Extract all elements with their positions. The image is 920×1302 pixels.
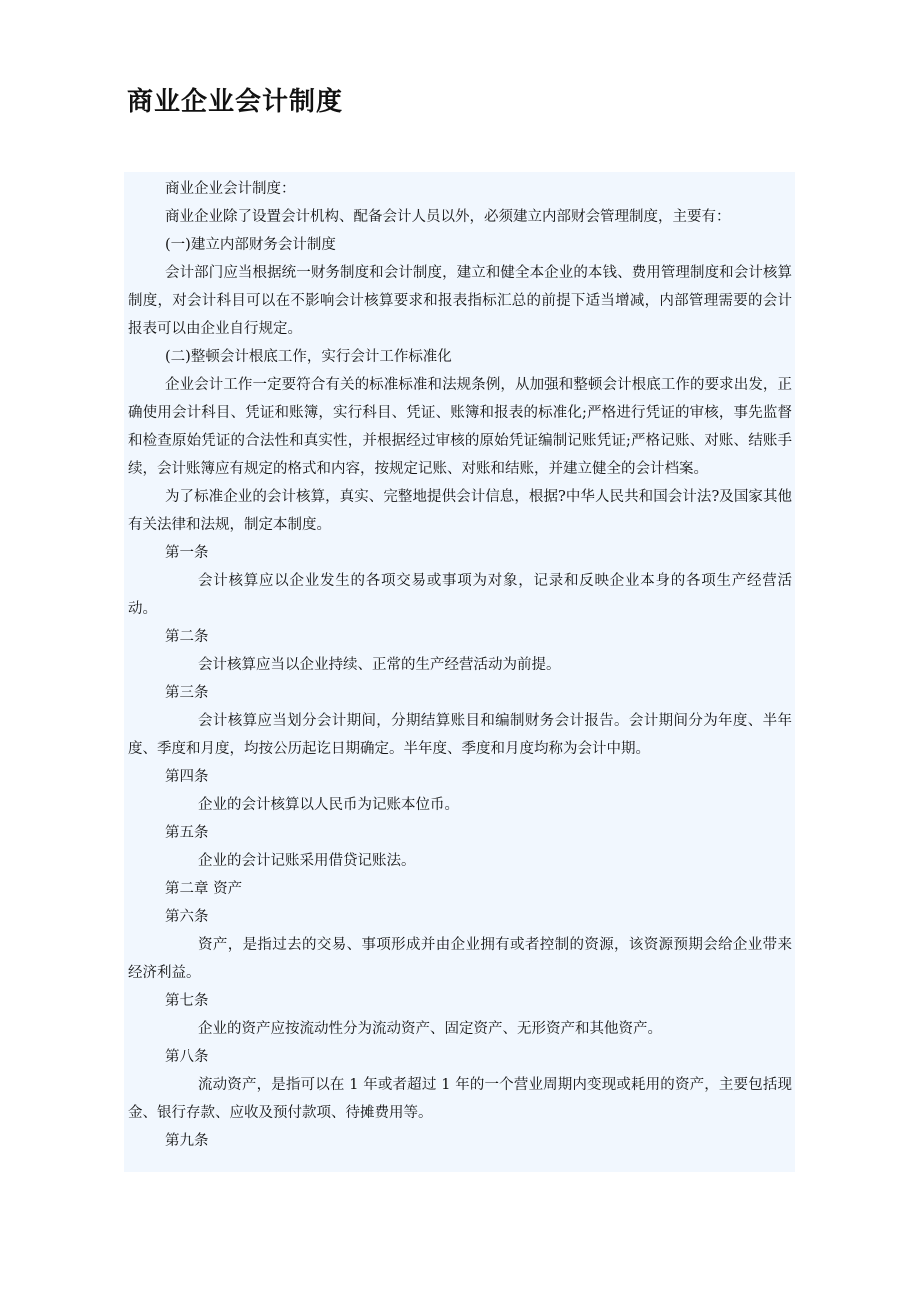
clause-text: 企业的会计核算以人民币为记账本位币。 bbox=[198, 797, 459, 813]
clause-heading: 第一条 bbox=[165, 545, 209, 561]
clause-text: 会计核算应当划分会计期间，分期结算账目和编制财务会计报告。会计期间分为年度、半年度、季度和月度，均按公历起讫日期确定。半年度、季度和月度均称为会计中期。 bbox=[128, 713, 792, 757]
clause-text: 企业的资产应按流动性分为流动资产、固定资产、无形资产和其他资产。 bbox=[198, 1021, 662, 1037]
clause-text: 企业的会计记账采用借贷记账法。 bbox=[198, 853, 416, 869]
clause-heading: 第九条 bbox=[165, 1133, 209, 1149]
clause-text: 资产，是指过去的交易、事项形成并由企业拥有或者控制的资源，该资源预期会给企业带来经济利益。 bbox=[128, 937, 792, 981]
clause-heading: 第三条 bbox=[165, 685, 209, 701]
body-paragraph: (一)建立内部财务会计制度 bbox=[165, 237, 336, 253]
clause-text: 会计核算应当以企业持续、正常的生产经营活动为前提。 bbox=[198, 657, 561, 673]
clause-heading: 第五条 bbox=[165, 825, 209, 841]
body-paragraph: (二)整顿会计根底工作，实行会计工作标准化 bbox=[165, 349, 452, 365]
content-body bbox=[128, 175, 792, 1155]
clause-text: 流动资产，是指可以在 1 年或者超过 1 年的一个营业周期内变现或耗用的资产，主要包括现金、银行存款、应收及预付款项、待摊费用等。 bbox=[128, 1077, 792, 1121]
clause-heading: 第七条 bbox=[165, 993, 209, 1009]
body-paragraph: 为了标准企业的会计核算，真实、完整地提供会计信息，根据?中华人民共和国会计法?及国家其他有关法律和法规，制定本制度。 bbox=[128, 489, 792, 533]
body-paragraph: 企业会计工作一定要符合有关的标准标准和法规条例，从加强和整顿会计根底工作的要求出发，正确使用会计科目、凭证和账簿，实行科目、凭证、账簿和报表的标准化;严格进行凭证的审核，事先监督和检查原始凭证的合法性和真实性，并根据经过审核的原始凭证编制记账凭证;严格记账、对账、结账手续，会计账簿应有规定的格式和内容，按规定记账、对账和结账，并建立健全的会计档案。 bbox=[128, 377, 792, 477]
body-paragraph: 商业企业除了设置会计机构、配备会计人员以外，必须建立内部财会管理制度，主要有： bbox=[165, 209, 731, 225]
clause-heading: 第二章 资产 bbox=[165, 881, 243, 897]
clause-heading: 第二条 bbox=[165, 629, 209, 645]
body-paragraph: 会计部门应当根据统一财务制度和会计制度，建立和健全本企业的本钱、费用管理制度和会计核算制度，对会计科目可以在不影响会计核算要求和报表指标汇总的前提下适当增减，内部管理需要的会计报表可以由企业自行规定。 bbox=[128, 265, 792, 337]
document-title: 商业企业会计制度 bbox=[127, 87, 344, 117]
clause-text: 会计核算应以企业发生的各项交易或事项为对象，记录和反映企业本身的各项生产经营活动。 bbox=[128, 573, 792, 617]
clause-heading: 第六条 bbox=[165, 909, 209, 925]
content-panel bbox=[124, 172, 795, 1172]
clause-heading: 第四条 bbox=[165, 769, 209, 785]
clause-heading: 第八条 bbox=[165, 1049, 209, 1065]
body-paragraph: 商业企业会计制度： bbox=[165, 181, 296, 197]
